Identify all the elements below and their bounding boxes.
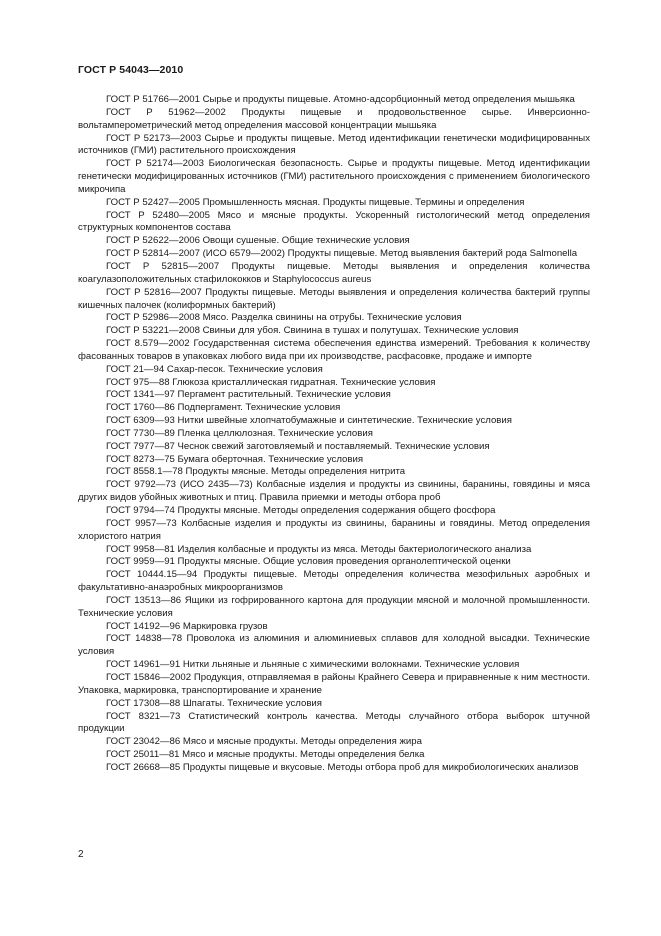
- reference-item: ГОСТ 8321—73 Статистический контроль качества. Методы случайного отбора выборок штучной продукции: [78, 710, 590, 735]
- reference-item: ГОСТ 8273—75 Бумага оберточная. Технические условия: [106, 453, 364, 465]
- reference-item: ГОСТ Р 52427—2005 Промышленность мясная. Продукты пищевые. Термины и определения: [106, 196, 525, 208]
- reference-item: ГОСТ 13513—86 Ящики из гофрированного картона для продукции мясной и молочной промышленности. Технические условия: [78, 594, 590, 619]
- reference-item: ГОСТ 8.579—2002 Государственная система обеспечения единства измерений. Требования к количеству фасованных товаров в упаковках любого вида при их производстве, расфасовке, продаже и импорте: [78, 338, 590, 362]
- reference-item: ГОСТ Р 52816—2007 Продукты пищевые. Методы выявления и определения количества бактерий группы кишечных палочек (колиформных бактерий): [78, 286, 590, 311]
- reference-item: ГОСТ 10444.15—94 Продукты пищевые. Методы определения количества мезофильных аэробных и факультативно-анаэробных микроорганизмов: [78, 569, 590, 594]
- reference-item: ГОСТ Р 52986—2008 Мясо. Разделка свинины на отрубы. Технические условия: [106, 312, 462, 324]
- reference-item: ГОСТ 9794—74 Продукты мясные. Методы определения содержания общего фосфора: [106, 505, 496, 516]
- reference-item: ГОСТ 9958—81 Изделия колбасные и продукты из мяса. Методы бактериологического анализа: [106, 543, 532, 555]
- reference-item: ГОСТ Р 52480—2005 Мясо и мясные продукты. Ускоренный гистологический метод определения структурных компонентов состава: [78, 209, 590, 234]
- reference-item: ГОСТ 7977—87 Чеснок свежий заготовляемый и поставляемый. Технические условия: [106, 440, 490, 452]
- reference-item: ГОСТ 14961—91 Нитки льняные и льняные с химическими волокнами. Технические условия: [106, 659, 520, 671]
- reference-item: ГОСТ 975—88 Глюкоза кристаллическая гидратная. Технические условия: [106, 376, 436, 388]
- reference-item: ГОСТ Р 52814—2007 (ИСО 6579—2002) Продукты пищевые. Метод выявления бактерий рода Salmonella: [106, 248, 578, 260]
- reference-item: ГОСТ 7730—89 Пленка целлюлозная. Технические условия: [106, 427, 373, 439]
- reference-item: ГОСТ 8558.1—78 Продукты мясные. Методы определения нитрита: [106, 466, 406, 478]
- reference-item: ГОСТ 9792—73 (ИСО 2435—73) Колбасные изделия и продукты из свинины, баранины, говядины и мяса других видов убойных животных и птиц. Правила приемки и методы отбора проб: [78, 479, 590, 504]
- reference-item: ГОСТ 9959—91 Продукты мясные. Общие условия проведения органолептической оценки: [106, 556, 511, 568]
- reference-item: ГОСТ 6309—93 Нитки швейные хлопчатобумажные и синтетические. Технические условия: [106, 415, 512, 427]
- reference-item: ГОСТ 1760—86 Подпергамент. Технические условия: [106, 402, 341, 414]
- reference-item: ГОСТ 26668—85 Продукты пищевые и вкусовые. Методы отбора проб для микробиологических анализов: [106, 761, 579, 773]
- reference-item: ГОСТ Р 52173—2003 Сырье и продукты пищевые. Метод идентификации генетически модифицированных источников (ГМИ) растительного происхождения: [78, 132, 590, 157]
- reference-item: ГОСТ 23042—86 Мясо и мясные продукты. Методы определения жира: [106, 736, 422, 748]
- reference-item: ГОСТ 21—94 Сахар-песок. Технические условия: [106, 363, 323, 375]
- reference-item: ГОСТ 14192—96 Маркировка грузов: [106, 620, 268, 632]
- reference-list: [78, 94, 590, 775]
- reference-item: ГОСТ Р 53221—2008 Свиньи для убоя. Свинина в тушах и полутушах. Технические условия: [106, 325, 519, 337]
- reference-item: ГОСТ Р 52622—2006 Овощи сушеные. Общие технические условия: [106, 235, 410, 247]
- reference-item: ГОСТ Р 52174—2003 Биологическая безопасность. Сырье и продукты пищевые. Метод идентификации генетически модифицированных источников (ГМИ) растительного происхождения с применением биологического микрочипа: [78, 158, 590, 195]
- reference-item: ГОСТ Р 51766—2001 Сырье и продукты пищевые. Атомно-адсорбционный метод определения мышьяка: [106, 94, 575, 105]
- reference-item: ГОСТ 1341—97 Пергамент растительный. Технические условия: [106, 389, 391, 401]
- reference-item: ГОСТ 25011—81 Мясо и мясные продукты. Методы определения белка: [106, 749, 425, 761]
- reference-item: ГОСТ 15846—2002 Продукция, отправляемая в районы Крайнего Севера и приравненные к ним местности. Упаковка, маркировка, транспортирование и хранение: [78, 671, 590, 696]
- reference-item: ГОСТ Р 51962—2002 Продукты пищевые и продовольственное сырье. Инверсионно-вольтамперометрический метод определения массовой концентрации мышьяка: [78, 106, 590, 131]
- reference-item: ГОСТ 9957—73 Колбасные изделия и продукты из свинины, баранины и говядины. Метод определения хлористого натрия: [78, 517, 590, 542]
- reference-item: ГОСТ Р 52815—2007 Продукты пищевые. Методы выявления и определения количества коагулазоположительных стафилококков и Staphylococcus aureus: [78, 260, 590, 285]
- page-header: ГОСТ Р 54043—2010: [78, 64, 184, 76]
- reference-item: ГОСТ 14838—78 Проволока из алюминия и алюминиевых сплавов для холодной высадки. Технические условия: [78, 633, 590, 658]
- reference-item: ГОСТ 17308—88 Шпагаты. Технические условия: [106, 697, 322, 709]
- page-number: 2: [78, 849, 84, 860]
